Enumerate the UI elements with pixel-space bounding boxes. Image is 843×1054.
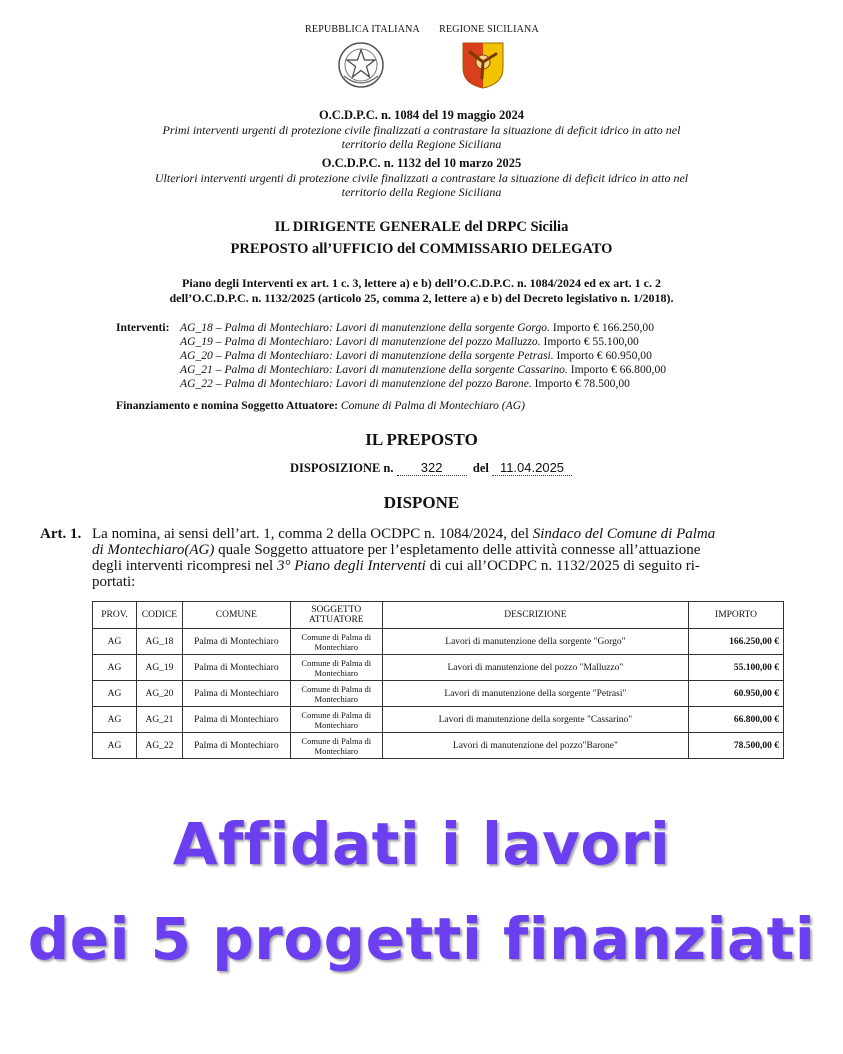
ordinance-2-subtitle-line1: Ulteriori interventi urgenti di protezione civile finalizzati a contrastare la situazione di deficit idrico in atto nel — [154, 171, 689, 185]
table-cell: Comune di Palma di Montechiaro — [290, 707, 382, 733]
table-cell: 66.800,00 € — [689, 707, 784, 733]
table-cell: Palma di Montechiaro — [182, 707, 290, 733]
intervento-item: AG_20 – Palma di Montechiaro: Lavori di manutenzione della sorgente Petrasi. Importo € 60.950,00 — [180, 349, 652, 362]
interventions-table — [92, 601, 784, 759]
table-header-cell: COMUNE — [182, 602, 290, 629]
disposizione-line: DISPOSIZIONE n. 322 del 11.04.2025 — [290, 460, 572, 476]
interventi-label: Interventi: — [116, 321, 170, 334]
table-cell: 60.950,00 € — [689, 681, 784, 707]
table-row — [93, 681, 784, 707]
table-header-cell: CODICE — [136, 602, 182, 629]
table-header-cell: PROV. — [93, 602, 137, 629]
overlay-caption-line1: Affidati i lavori — [172, 810, 671, 878]
table-cell: AG — [93, 681, 137, 707]
table-cell: AG — [93, 629, 137, 655]
piano-line-2: dell’O.C.D.P.C. n. 1132/2025 (articolo 25, comma 2, lettere a) e b) del Decreto legislativo n. 1/2018). — [169, 291, 674, 305]
region-label: REGIONE SICILIANA — [439, 24, 539, 35]
table-cell: Lavori di manutenzione della sorgente "Cassarino" — [382, 707, 688, 733]
finanziamento-line: Finanziamento e nomina Soggetto Attuatore: Comune di Palma di Montechiaro (AG) — [116, 399, 525, 412]
table-cell: Comune di Palma di Montechiaro — [290, 681, 382, 707]
table-cell: AG — [93, 655, 137, 681]
table-header-cell: IMPORTO — [689, 602, 784, 629]
table-cell: 55.100,00 € — [689, 655, 784, 681]
piano-line-1: Piano degli Interventi ex art. 1 c. 3, lettere a) e b) dell’O.C.D.P.C. n. 1084/2024 ed ex art. 1 c. 2 — [182, 276, 661, 290]
table-cell: Lavori di manutenzione della sorgente "Petrasi" — [382, 681, 688, 707]
ordinance-2-title: O.C.D.P.C. n. 1132 del 10 marzo 2025 — [321, 156, 522, 170]
table-cell: Comune di Palma di Montechiaro — [290, 655, 382, 681]
table-row — [93, 707, 784, 733]
table-cell: AG_18 — [136, 629, 182, 655]
ordinance-1-subtitle-line1: Primi interventi urgenti di protezione civile finalizzati a contrastare la situazione di deficit idrico in atto nel — [162, 123, 681, 137]
table-cell: Palma di Montechiaro — [182, 629, 290, 655]
intervento-item: AG_19 – Palma di Montechiaro: Lavori di manutenzione del pozzo Malluzzo. Importo € 55.100,00 — [180, 335, 639, 348]
intervento-item: AG_21 – Palma di Montechiaro: Lavori di manutenzione della sorgente Cassarino. Importo € 66.800,00 — [180, 363, 667, 376]
table-cell: AG_22 — [136, 733, 182, 759]
preposto-heading: IL PREPOSTO — [365, 430, 478, 449]
table-row — [93, 733, 784, 759]
table-cell: Palma di Montechiaro — [182, 733, 290, 759]
table-cell: AG — [93, 733, 137, 759]
table-row — [93, 629, 784, 655]
disposizione-number: 322 — [397, 460, 467, 476]
table-cell: AG_20 — [136, 681, 182, 707]
intervento-item: AG_22 – Palma di Montechiaro: Lavori di manutenzione del pozzo Barone. Importo € 78.500,00 — [180, 377, 630, 390]
table-cell: Comune di Palma di Montechiaro — [290, 733, 382, 759]
table-cell: AG_21 — [136, 707, 182, 733]
table-cell: 166.250,00 € — [689, 629, 784, 655]
ordinance-2-subtitle-line2: territorio della Regione Siciliana — [341, 185, 502, 199]
table-cell: AG_19 — [136, 655, 182, 681]
table-cell: Lavori di manutenzione del pozzo "Malluzzo" — [382, 655, 688, 681]
sicily-region-emblem-icon — [460, 40, 506, 90]
table-cell: 78.500,00 € — [689, 733, 784, 759]
article-label: Art. 1. — [40, 526, 82, 542]
table-cell: Palma di Montechiaro — [182, 681, 290, 707]
director-subtitle: PREPOSTO all’UFFICIO del COMMISSARIO DELEGATO — [230, 241, 613, 257]
table-cell: Palma di Montechiaro — [182, 655, 290, 681]
table-row — [93, 655, 784, 681]
article-body: La nomina, ai sensi dell’art. 1, comma 2 della OCDPC n. 1084/2024, del Sindaco del Comune di Palma di Montechiaro(AG) quale Soggetto attuatore per l’espletamento delle attività connesse all’attuazione degli interventi ricompresi nel 3° Piano degli Interventi di cui all’OCDPC n. 1132/2025 di seguito ri- portati: — [92, 526, 716, 590]
ordinance-1-subtitle-line2: territorio della Regione Siciliana — [341, 137, 502, 151]
overlay-caption-line2: dei 5 progetti finanziati — [27, 905, 816, 973]
table-header-row — [93, 602, 784, 629]
table-cell: AG — [93, 707, 137, 733]
director-title: IL DIRIGENTE GENERALE del DRPC Sicilia — [274, 219, 569, 235]
table-cell: Comune di Palma di Montechiaro — [290, 629, 382, 655]
ordinance-1-title: O.C.D.P.C. n. 1084 del 19 maggio 2024 — [318, 108, 525, 122]
table-header-cell: DESCRIZIONE — [382, 602, 688, 629]
table-cell: Lavori di manutenzione del pozzo"Barone" — [382, 733, 688, 759]
intervento-item: AG_18 – Palma di Montechiaro: Lavori di manutenzione della sorgente Gorgo. Importo € 166.250,00 — [180, 321, 655, 334]
dispone-heading: DISPONE — [383, 493, 460, 512]
table-header-cell: SOGGETTO ATTUATORE — [290, 602, 382, 629]
italian-republic-emblem-icon — [336, 40, 386, 90]
disposizione-date: 11.04.2025 — [492, 460, 572, 476]
republic-label: REPUBBLICA ITALIANA — [305, 24, 420, 35]
table-cell: Lavori di manutenzione della sorgente "Gorgo" — [382, 629, 688, 655]
